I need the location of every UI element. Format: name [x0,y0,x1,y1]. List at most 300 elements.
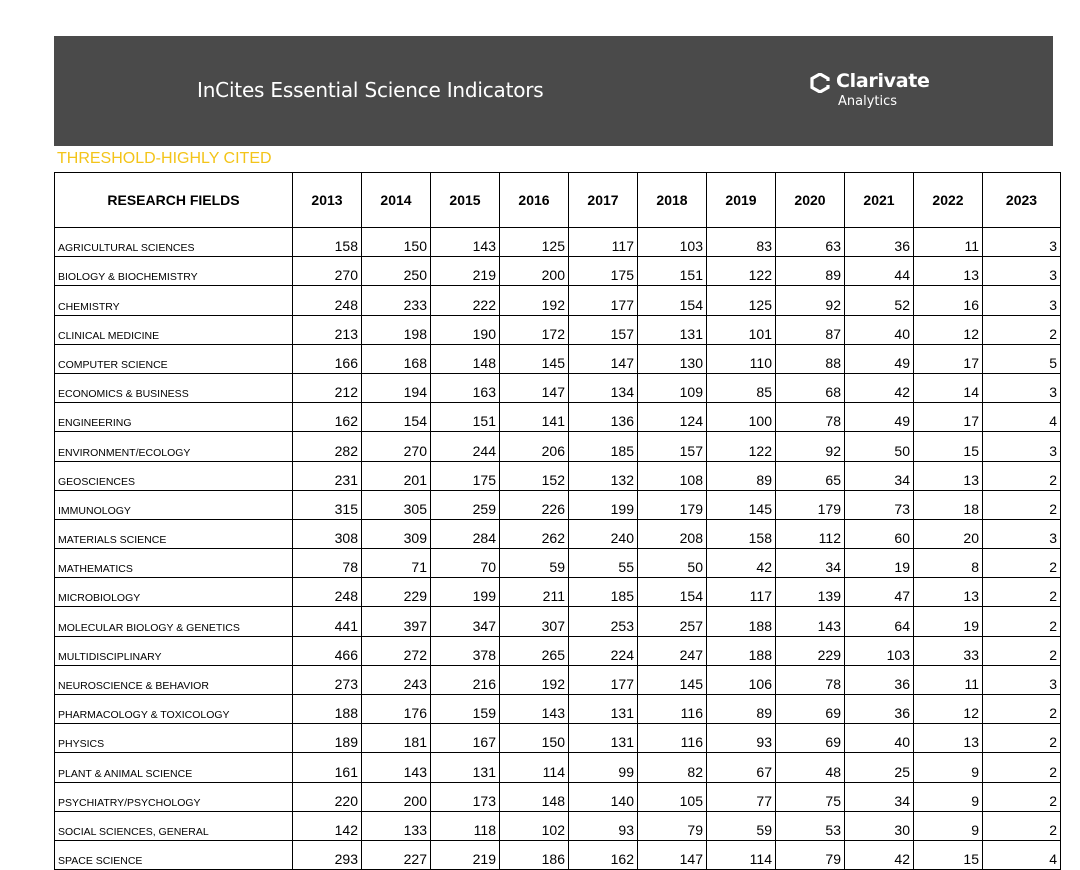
threshold-value-cell: 309 [362,519,431,548]
table-row [55,811,1061,840]
threshold-value-cell: 259 [431,490,500,519]
threshold-value-cell: 100 [707,403,776,432]
threshold-value-cell: 64 [845,607,914,636]
table-row [55,344,1061,373]
table-row [55,373,1061,402]
research-field-cell: GEOSCIENCES [55,461,293,490]
threshold-value-cell: 157 [569,315,638,344]
column-header-year: 2022 [914,173,983,228]
threshold-value-cell: 19 [845,549,914,578]
page-title: InCites Essential Science Indicators [197,78,544,102]
threshold-value-cell: 68 [776,373,845,402]
column-header-year: 2021 [845,173,914,228]
threshold-value-cell: 273 [293,665,362,694]
threshold-value-cell: 143 [431,228,500,257]
threshold-value-cell: 78 [293,549,362,578]
threshold-value-cell: 145 [707,490,776,519]
threshold-value-cell: 194 [362,373,431,402]
threshold-value-cell: 116 [638,724,707,753]
threshold-value-cell: 117 [707,578,776,607]
threshold-value-cell: 106 [707,665,776,694]
threshold-value-cell: 152 [500,461,569,490]
threshold-value-cell: 130 [638,344,707,373]
threshold-value-cell: 18 [914,490,983,519]
threshold-value-cell: 25 [845,753,914,782]
threshold-value-cell: 216 [431,665,500,694]
threshold-value-cell: 175 [431,461,500,490]
threshold-value-cell: 112 [776,519,845,548]
threshold-value-cell: 2 [983,753,1061,782]
threshold-value-cell: 125 [500,228,569,257]
threshold-value-cell: 50 [845,432,914,461]
threshold-value-cell: 154 [638,286,707,315]
threshold-value-cell: 177 [569,665,638,694]
threshold-value-cell: 247 [638,636,707,665]
threshold-value-cell: 466 [293,636,362,665]
threshold-value-cell: 52 [845,286,914,315]
threshold-value-cell: 188 [293,695,362,724]
threshold-value-cell: 284 [431,519,500,548]
threshold-value-cell: 34 [845,782,914,811]
threshold-value-cell: 60 [845,519,914,548]
threshold-value-cell: 77 [707,782,776,811]
threshold-value-cell: 88 [776,344,845,373]
threshold-value-cell: 213 [293,315,362,344]
threshold-value-cell: 188 [707,636,776,665]
table-row [55,549,1061,578]
threshold-value-cell: 139 [776,578,845,607]
threshold-value-cell: 4 [983,840,1061,869]
threshold-value-cell: 9 [914,811,983,840]
threshold-value-cell: 103 [845,636,914,665]
threshold-value-cell: 19 [914,607,983,636]
threshold-value-cell: 162 [293,403,362,432]
research-field-cell: MATHEMATICS [55,549,293,578]
threshold-value-cell: 250 [362,257,431,286]
column-header-year: 2023 [983,173,1061,228]
threshold-value-cell: 147 [500,373,569,402]
table-row [55,228,1061,257]
threshold-value-cell: 78 [776,403,845,432]
threshold-value-cell: 131 [569,695,638,724]
threshold-value-cell: 148 [431,344,500,373]
column-header-year: 2018 [638,173,707,228]
threshold-value-cell: 118 [431,811,500,840]
column-header-year: 2020 [776,173,845,228]
threshold-value-cell: 2 [983,315,1061,344]
threshold-value-cell: 92 [776,286,845,315]
threshold-value-cell: 243 [362,665,431,694]
threshold-value-cell: 3 [983,286,1061,315]
column-header-year: 2015 [431,173,500,228]
research-field-cell: BIOLOGY & BIOCHEMISTRY [55,257,293,286]
threshold-value-cell: 229 [776,636,845,665]
threshold-value-cell: 143 [776,607,845,636]
threshold-value-cell: 70 [431,549,500,578]
threshold-value-cell: 8 [914,549,983,578]
threshold-value-cell: 270 [293,257,362,286]
threshold-value-cell: 219 [431,257,500,286]
threshold-value-cell: 12 [914,695,983,724]
threshold-value-cell: 176 [362,695,431,724]
threshold-value-cell: 4 [983,403,1061,432]
column-header-year: 2019 [707,173,776,228]
threshold-value-cell: 110 [707,344,776,373]
threshold-value-cell: 150 [362,228,431,257]
table-row [55,461,1061,490]
threshold-value-cell: 154 [638,578,707,607]
threshold-value-cell: 124 [638,403,707,432]
threshold-value-cell: 82 [638,753,707,782]
threshold-value-cell: 78 [776,665,845,694]
threshold-value-cell: 188 [707,607,776,636]
threshold-value-cell: 92 [776,432,845,461]
threshold-value-cell: 141 [500,403,569,432]
threshold-value-cell: 198 [362,315,431,344]
threshold-value-cell: 105 [638,782,707,811]
threshold-value-cell: 93 [707,724,776,753]
threshold-value-cell: 36 [845,695,914,724]
threshold-value-cell: 231 [293,461,362,490]
table-row [55,519,1061,548]
threshold-value-cell: 229 [362,578,431,607]
threshold-value-cell: 211 [500,578,569,607]
threshold-value-cell: 63 [776,228,845,257]
table-row [55,782,1061,811]
threshold-value-cell: 397 [362,607,431,636]
threshold-value-cell: 132 [569,461,638,490]
table-row [55,315,1061,344]
threshold-value-cell: 13 [914,461,983,490]
threshold-value-cell: 20 [914,519,983,548]
section-subtitle: THRESHOLD-HIGHLY CITED [57,150,272,167]
threshold-value-cell: 143 [362,753,431,782]
threshold-value-cell: 131 [569,724,638,753]
column-header-year: 2013 [293,173,362,228]
threshold-value-cell: 42 [707,549,776,578]
threshold-value-cell: 49 [845,344,914,373]
threshold-value-cell: 79 [776,840,845,869]
research-field-cell: SOCIAL SCIENCES, GENERAL [55,811,293,840]
threshold-value-cell: 147 [569,344,638,373]
column-header-field: RESEARCH FIELDS [55,173,293,228]
threshold-value-cell: 233 [362,286,431,315]
threshold-value-cell: 248 [293,286,362,315]
threshold-value-cell: 42 [845,840,914,869]
threshold-value-cell: 186 [500,840,569,869]
threshold-value-cell: 270 [362,432,431,461]
threshold-value-cell: 272 [362,636,431,665]
threshold-value-cell: 5 [983,344,1061,373]
threshold-value-cell: 114 [707,840,776,869]
table-row [55,753,1061,782]
threshold-value-cell: 161 [293,753,362,782]
research-field-cell: MOLECULAR BIOLOGY & GENETICS [55,607,293,636]
threshold-value-cell: 15 [914,432,983,461]
threshold-value-cell: 142 [293,811,362,840]
threshold-value-cell: 212 [293,373,362,402]
threshold-value-cell: 50 [638,549,707,578]
header-banner [54,36,1053,146]
threshold-value-cell: 2 [983,782,1061,811]
threshold-value-cell: 89 [776,257,845,286]
threshold-value-cell: 59 [707,811,776,840]
threshold-value-cell: 102 [500,811,569,840]
threshold-value-cell: 116 [638,695,707,724]
column-header-year: 2016 [500,173,569,228]
threshold-value-cell: 166 [293,344,362,373]
threshold-value-cell: 17 [914,344,983,373]
research-field-cell: ECONOMICS & BUSINESS [55,373,293,402]
research-field-cell: AGRICULTURAL SCIENCES [55,228,293,257]
table-row [55,665,1061,694]
table-row [55,695,1061,724]
threshold-value-cell: 200 [500,257,569,286]
threshold-value-cell: 14 [914,373,983,402]
threshold-value-cell: 75 [776,782,845,811]
threshold-value-cell: 145 [638,665,707,694]
threshold-table [54,172,1061,870]
threshold-value-cell: 181 [362,724,431,753]
threshold-value-cell: 3 [983,373,1061,402]
threshold-value-cell: 69 [776,695,845,724]
threshold-value-cell: 265 [500,636,569,665]
threshold-value-cell: 441 [293,607,362,636]
threshold-value-cell: 2 [983,724,1061,753]
threshold-value-cell: 85 [707,373,776,402]
table-row [55,432,1061,461]
threshold-value-cell: 179 [776,490,845,519]
threshold-value-cell: 177 [569,286,638,315]
threshold-value-cell: 44 [845,257,914,286]
threshold-value-cell: 89 [707,695,776,724]
threshold-value-cell: 162 [569,840,638,869]
threshold-value-cell: 199 [431,578,500,607]
column-header-year: 2017 [569,173,638,228]
research-field-cell: MICROBIOLOGY [55,578,293,607]
research-field-cell: COMPUTER SCIENCE [55,344,293,373]
threshold-value-cell: 3 [983,257,1061,286]
threshold-value-cell: 248 [293,578,362,607]
threshold-value-cell: 13 [914,257,983,286]
threshold-value-cell: 71 [362,549,431,578]
threshold-value-cell: 17 [914,403,983,432]
research-field-cell: PHARMACOLOGY & TOXICOLOGY [55,695,293,724]
threshold-value-cell: 224 [569,636,638,665]
threshold-value-cell: 307 [500,607,569,636]
threshold-value-cell: 15 [914,840,983,869]
research-field-cell: PHYSICS [55,724,293,753]
table-row [55,636,1061,665]
threshold-value-cell: 257 [638,607,707,636]
threshold-value-cell: 83 [707,228,776,257]
threshold-value-cell: 2 [983,549,1061,578]
research-field-cell: MULTIDISCIPLINARY [55,636,293,665]
table-row [55,403,1061,432]
threshold-value-cell: 154 [362,403,431,432]
research-field-cell: IMMUNOLOGY [55,490,293,519]
threshold-value-cell: 262 [500,519,569,548]
research-field-cell: PLANT & ANIMAL SCIENCE [55,753,293,782]
threshold-value-cell: 40 [845,724,914,753]
threshold-value-cell: 3 [983,519,1061,548]
threshold-value-cell: 163 [431,373,500,402]
threshold-value-cell: 192 [500,286,569,315]
threshold-value-cell: 3 [983,432,1061,461]
threshold-value-cell: 222 [431,286,500,315]
threshold-value-cell: 73 [845,490,914,519]
threshold-value-cell: 315 [293,490,362,519]
clarivate-logo-icon [810,73,830,93]
threshold-value-cell: 117 [569,228,638,257]
threshold-value-cell: 150 [500,724,569,753]
threshold-value-cell: 109 [638,373,707,402]
table-row [55,840,1061,869]
threshold-value-cell: 9 [914,753,983,782]
threshold-value-cell: 131 [638,315,707,344]
research-field-cell: CLINICAL MEDICINE [55,315,293,344]
threshold-value-cell: 101 [707,315,776,344]
research-field-cell: SPACE SCIENCE [55,840,293,869]
threshold-value-cell: 134 [569,373,638,402]
threshold-value-cell: 240 [569,519,638,548]
threshold-value-cell: 11 [914,665,983,694]
threshold-value-cell: 122 [707,257,776,286]
threshold-value-cell: 47 [845,578,914,607]
threshold-value-cell: 55 [569,549,638,578]
threshold-value-cell: 143 [500,695,569,724]
research-field-cell: PSYCHIATRY/PSYCHOLOGY [55,782,293,811]
table-row [55,578,1061,607]
table-header-row [55,173,1061,228]
threshold-value-cell: 36 [845,665,914,694]
research-field-cell: ENVIRONMENT/ECOLOGY [55,432,293,461]
threshold-value-cell: 125 [707,286,776,315]
research-field-cell: NEUROSCIENCE & BEHAVIOR [55,665,293,694]
threshold-value-cell: 79 [638,811,707,840]
threshold-value-cell: 185 [569,432,638,461]
threshold-value-cell: 151 [638,257,707,286]
threshold-value-cell: 131 [431,753,500,782]
threshold-value-cell: 190 [431,315,500,344]
threshold-value-cell: 99 [569,753,638,782]
threshold-value-cell: 140 [569,782,638,811]
threshold-value-cell: 9 [914,782,983,811]
threshold-value-cell: 159 [431,695,500,724]
threshold-value-cell: 2 [983,811,1061,840]
threshold-value-cell: 199 [569,490,638,519]
threshold-value-cell: 147 [638,840,707,869]
threshold-value-cell: 192 [500,665,569,694]
threshold-value-cell: 13 [914,724,983,753]
threshold-value-cell: 168 [362,344,431,373]
threshold-value-cell: 87 [776,315,845,344]
threshold-value-cell: 347 [431,607,500,636]
threshold-value-cell: 48 [776,753,845,782]
threshold-value-cell: 16 [914,286,983,315]
threshold-value-cell: 158 [293,228,362,257]
threshold-value-cell: 378 [431,636,500,665]
threshold-value-cell: 253 [569,607,638,636]
threshold-value-cell: 244 [431,432,500,461]
threshold-value-cell: 206 [500,432,569,461]
threshold-value-cell: 305 [362,490,431,519]
threshold-value-cell: 226 [500,490,569,519]
brand-subname: Analytics [838,94,898,109]
research-field-cell: MATERIALS SCIENCE [55,519,293,548]
threshold-value-cell: 2 [983,695,1061,724]
threshold-value-cell: 227 [362,840,431,869]
threshold-value-cell: 219 [431,840,500,869]
threshold-value-cell: 13 [914,578,983,607]
threshold-value-cell: 148 [500,782,569,811]
threshold-value-cell: 65 [776,461,845,490]
threshold-value-cell: 2 [983,607,1061,636]
threshold-value-cell: 49 [845,403,914,432]
brand-name: Clarivate [836,70,930,92]
table-row [55,724,1061,753]
research-field-cell: CHEMISTRY [55,286,293,315]
threshold-value-cell: 34 [845,461,914,490]
threshold-value-cell: 2 [983,578,1061,607]
threshold-value-cell: 308 [293,519,362,548]
threshold-value-cell: 151 [431,403,500,432]
threshold-value-cell: 282 [293,432,362,461]
threshold-value-cell: 157 [638,432,707,461]
threshold-value-cell: 2 [983,490,1061,519]
table-body [55,228,1061,870]
threshold-value-cell: 114 [500,753,569,782]
threshold-value-cell: 2 [983,461,1061,490]
threshold-value-cell: 185 [569,578,638,607]
table-row [55,286,1061,315]
threshold-value-cell: 189 [293,724,362,753]
threshold-value-cell: 12 [914,315,983,344]
threshold-value-cell: 145 [500,344,569,373]
threshold-value-cell: 108 [638,461,707,490]
threshold-value-cell: 122 [707,432,776,461]
threshold-value-cell: 133 [362,811,431,840]
threshold-value-cell: 200 [362,782,431,811]
threshold-value-cell: 167 [431,724,500,753]
threshold-value-cell: 173 [431,782,500,811]
threshold-value-cell: 293 [293,840,362,869]
threshold-value-cell: 136 [569,403,638,432]
threshold-value-cell: 158 [707,519,776,548]
threshold-value-cell: 33 [914,636,983,665]
threshold-value-cell: 201 [362,461,431,490]
threshold-value-cell: 103 [638,228,707,257]
threshold-value-cell: 175 [569,257,638,286]
threshold-value-cell: 220 [293,782,362,811]
threshold-value-cell: 59 [500,549,569,578]
table-row [55,490,1061,519]
threshold-value-cell: 89 [707,461,776,490]
threshold-value-cell: 93 [569,811,638,840]
threshold-value-cell: 208 [638,519,707,548]
threshold-value-cell: 179 [638,490,707,519]
threshold-value-cell: 3 [983,665,1061,694]
threshold-value-cell: 172 [500,315,569,344]
threshold-value-cell: 40 [845,315,914,344]
threshold-value-cell: 11 [914,228,983,257]
threshold-value-cell: 2 [983,636,1061,665]
threshold-value-cell: 30 [845,811,914,840]
research-field-cell: ENGINEERING [55,403,293,432]
threshold-value-cell: 69 [776,724,845,753]
threshold-value-cell: 42 [845,373,914,402]
threshold-value-cell: 34 [776,549,845,578]
